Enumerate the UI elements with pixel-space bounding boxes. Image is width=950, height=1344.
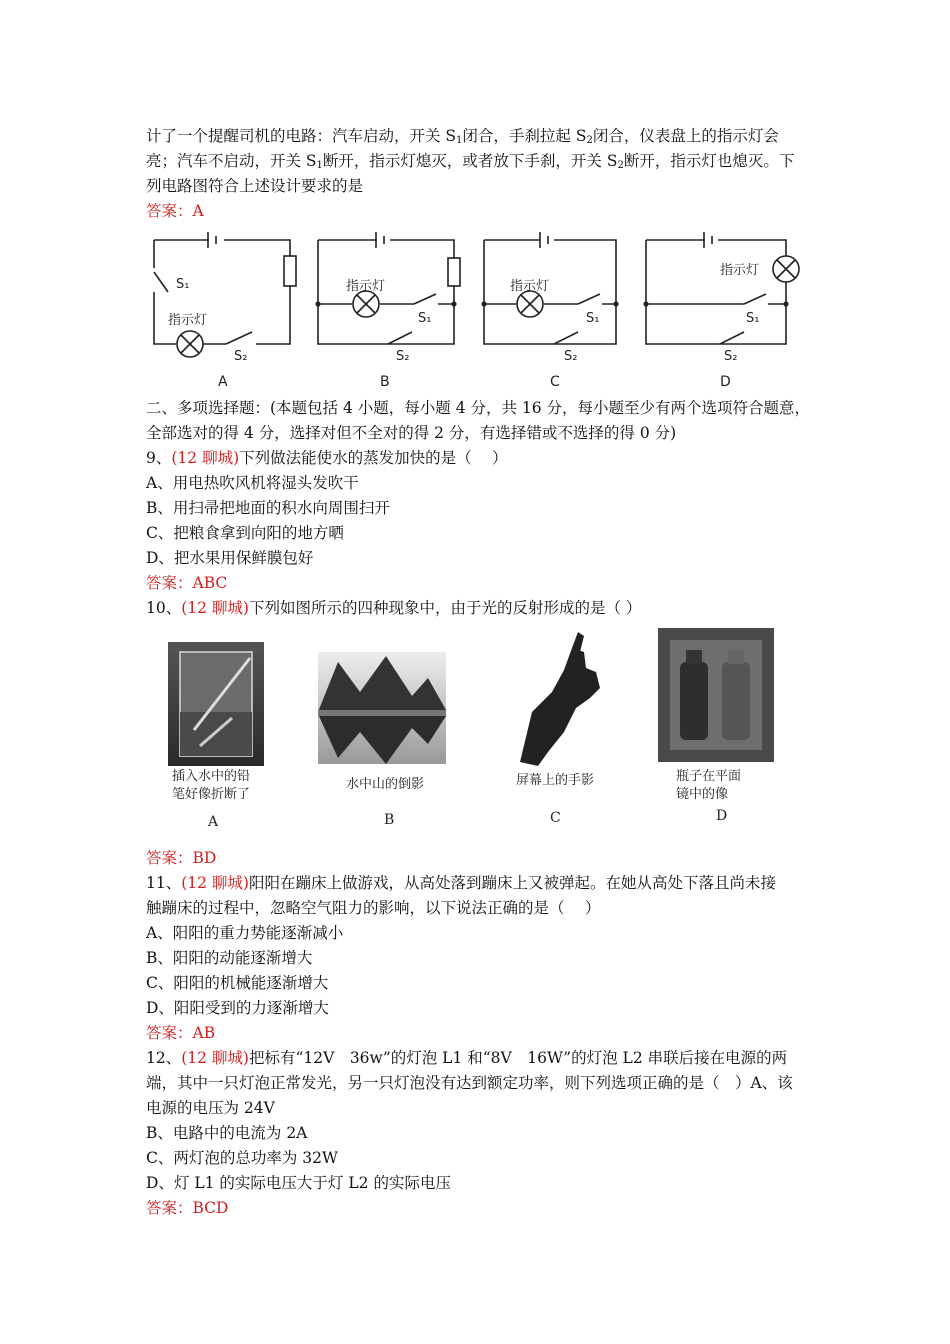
q10-figures <box>160 622 800 838</box>
caption-d: 瓶子在平面 镜中的像 <box>676 769 742 802</box>
document-body <box>146 124 816 224</box>
section-2-line-2: 全部选对的得 4 分，选择对但不全对的得 2 分，有选择错或不选择的得 0 分) <box>146 424 677 442</box>
q9-option-a: A、用电热吹风机将湿头发吹干 <box>146 474 359 492</box>
circuit-diagrams <box>146 228 816 394</box>
q12-option-c: C、两灯泡的总功率为 32W <box>146 1149 338 1167</box>
q9-option-c: C、把粮食拿到向阳的地方晒 <box>146 524 344 542</box>
q9-option-d: D、把水果用保鲜膜包好 <box>146 549 314 567</box>
q8-line-3: 列电路图符合上述设计要求的是 <box>146 177 364 195</box>
q11-answer: 答案：AB <box>146 1024 216 1042</box>
circuit-c-s2-label: S₂ <box>564 349 578 364</box>
lower-block <box>146 846 816 1221</box>
q8-line-2: 亮；汽车不启动，开关 $S_1$断开，指示灯熄灭，或者放下手刹，开关 $S_2$断开，指示灯也熄灭。下 <box>146 152 795 171</box>
circuit-b-s1-label: S₁ <box>418 311 432 326</box>
circuit-a-s1-label: S₁ <box>176 277 190 292</box>
q10-answer: 答案：BD <box>146 849 217 867</box>
section-2-line-1: 二、多项选择题：(本题包括 4 小题，每小题 4 分，共 16 分，每小题至少有两个选项符合题意， <box>146 399 811 417</box>
q9-answer: 答案：ABC <box>146 574 228 592</box>
photo-label-b: B <box>384 812 395 828</box>
q12-option-d: D、灯 L1 的实际电压大于灯 L2 的实际电压 <box>146 1174 451 1192</box>
circuit-c-s1-label: S₁ <box>586 311 600 326</box>
q12-answer: 答案：BCD <box>146 1199 229 1217</box>
circuit-d-s2-label: S₂ <box>724 349 738 364</box>
q11-option-c: C、阳阳的机械能逐渐增大 <box>146 974 329 992</box>
section-2-block <box>146 396 816 621</box>
caption-a: 插入水中的铅 笔好像折断了 <box>172 769 251 802</box>
q12-stem-2: 端，其中一只灯泡正常发光，另一只灯泡没有达到额定功率，则下列选项正确的是（ ）A、该 <box>146 1074 793 1092</box>
photo-label-c: C <box>550 810 561 826</box>
photo-label-d: D <box>716 808 728 824</box>
q8-line-1: 计了一个提醒司机的电路：汽车启动，开关 $S_1$闭合，手刹拉起 $S_2$闭合，仪表盘上的指示灯会 <box>146 127 779 146</box>
photo-a-pencil-in-water <box>168 642 264 766</box>
circuit-d-s1-label: S₁ <box>746 311 760 326</box>
photo-c-hand-shadow <box>520 632 600 766</box>
q9-stem: 9、(12 聊城)下列做法能使水的蒸发加快的是（ ） <box>146 449 508 467</box>
q9-option-b: B、用扫帚把地面的积水向周围扫开 <box>146 499 390 517</box>
q12-option-b: B、电路中的电流为 2A <box>146 1124 308 1142</box>
circuit-b-lamp-label: 指示灯 <box>346 279 386 294</box>
circuit-c <box>484 232 616 344</box>
circuit-d <box>646 232 799 344</box>
circuit-c-lamp-label: 指示灯 <box>510 279 550 294</box>
circuit-b <box>318 232 460 344</box>
q12-stem-3: 电源的电压为 24V <box>146 1099 275 1117</box>
q11-stem-2: 触蹦床的过程中，忽略空气阻力的影响，以下说法正确的是（ ） <box>146 899 601 917</box>
caption-b: 水中山的倒影 <box>346 777 425 792</box>
photo-label-a: A <box>208 814 219 830</box>
caption-c: 屏幕上的手影 <box>516 773 595 788</box>
q10-stem: 10、(12 聊城)下列如图所示的四种现象中，由于光的反射形成的是（ ） <box>146 599 642 617</box>
q10-photo-strip <box>160 622 800 782</box>
q11-option-a: A、阳阳的重力势能逐渐减小 <box>146 924 344 942</box>
circuit-a-lamp-label: 指示灯 <box>168 313 208 328</box>
photo-b-mountain-reflection <box>318 652 446 764</box>
circuit-d-lamp-label: 指示灯 <box>720 263 760 278</box>
q11-option-d: D、阳阳受到的力逐渐增大 <box>146 999 329 1017</box>
q12-stem-1: 12、(12 聊城)把标有“12V 36w”的灯泡 L1 和“8V 16W”的灯泡 L2 串联后接在电源的两 <box>146 1049 788 1067</box>
circuit-a-s2-label: S₂ <box>234 349 248 364</box>
q8-answer: 答案：A <box>146 202 204 220</box>
circuit-label-c: C <box>550 374 560 390</box>
circuit-b-s2-label: S₂ <box>396 349 410 364</box>
circuit-a <box>154 232 296 357</box>
circuit-label-a: A <box>218 374 228 390</box>
circuit-label-d: D <box>720 374 731 390</box>
q11-option-b: B、阳阳的动能逐渐增大 <box>146 949 313 967</box>
circuit-label-b: B <box>380 374 390 390</box>
q11-stem-1: 11、(12 聊城)阳阳在蹦床上做游戏，从高处落到蹦床上又被弹起。在她从高处下落且尚未接 <box>146 874 776 892</box>
photo-d-bottle-mirror <box>658 628 774 762</box>
